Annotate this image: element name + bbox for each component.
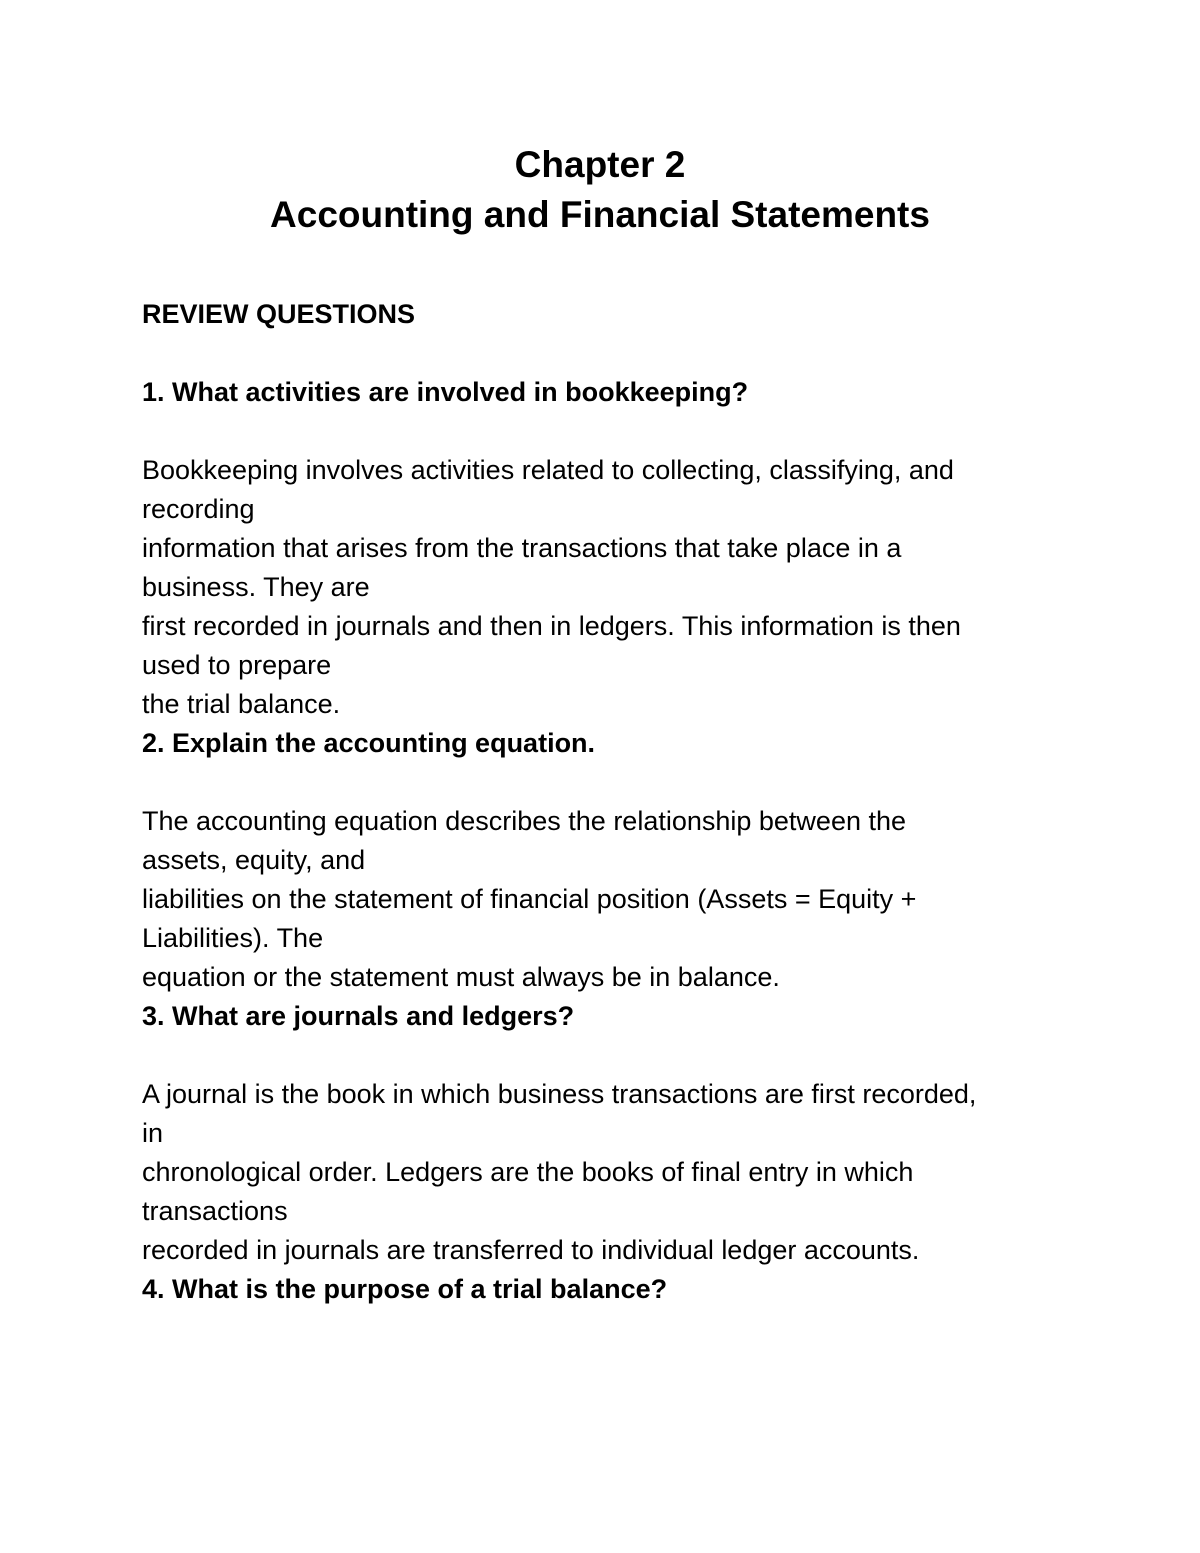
answer-line: transactions xyxy=(142,1196,288,1226)
answer-line: equation or the statement must always be in balance. xyxy=(142,962,780,992)
question-1: 1. What activities are involved in bookkeeping? xyxy=(142,377,749,407)
question-4: 4. What is the purpose of a trial balance? xyxy=(142,1274,668,1304)
question-3: 3. What are journals and ledgers? xyxy=(142,1001,575,1031)
answer-line: liabilities on the statement of financial position (Assets = Equity + xyxy=(142,884,917,914)
answer-line: Bookkeeping involves activities related to collecting, classifying, and xyxy=(142,455,954,485)
answer-line: used to prepare xyxy=(142,650,332,680)
answer-line: recording xyxy=(142,494,255,524)
answer-line: first recorded in journals and then in ledgers. This information is then xyxy=(142,611,961,641)
document-body xyxy=(142,295,1072,1309)
answer-line: the trial balance. xyxy=(142,689,341,719)
question-2: 2. Explain the accounting equation. xyxy=(142,728,596,758)
answer-line: business. They are xyxy=(142,572,370,602)
answer-line: A journal is the book in which business transactions are first recorded, xyxy=(142,1079,977,1109)
spacer xyxy=(142,1036,1072,1075)
answer-1 xyxy=(142,451,1072,724)
answer-line: recorded in journals are transferred to individual ledger accounts. xyxy=(142,1235,920,1265)
answer-line: information that arises from the transactions that take place in a xyxy=(142,533,902,563)
spacer xyxy=(142,412,1072,451)
answer-line: assets, equity, and xyxy=(142,845,366,875)
answer-3 xyxy=(142,1075,1072,1270)
answer-2 xyxy=(142,802,1072,997)
answer-line: The accounting equation describes the relationship between the xyxy=(142,806,907,836)
chapter-heading: Chapter 2 xyxy=(514,144,686,185)
answer-line: Liabilities). The xyxy=(142,923,324,953)
document-title xyxy=(0,140,1200,240)
section-heading: REVIEW QUESTIONS xyxy=(142,299,416,329)
chapter-title: Accounting and Financial Statements xyxy=(270,194,930,235)
answer-line: chronological order. Ledgers are the books of final entry in which xyxy=(142,1157,914,1187)
spacer xyxy=(142,763,1072,802)
answer-line: in xyxy=(142,1118,164,1148)
spacer xyxy=(142,334,1072,373)
